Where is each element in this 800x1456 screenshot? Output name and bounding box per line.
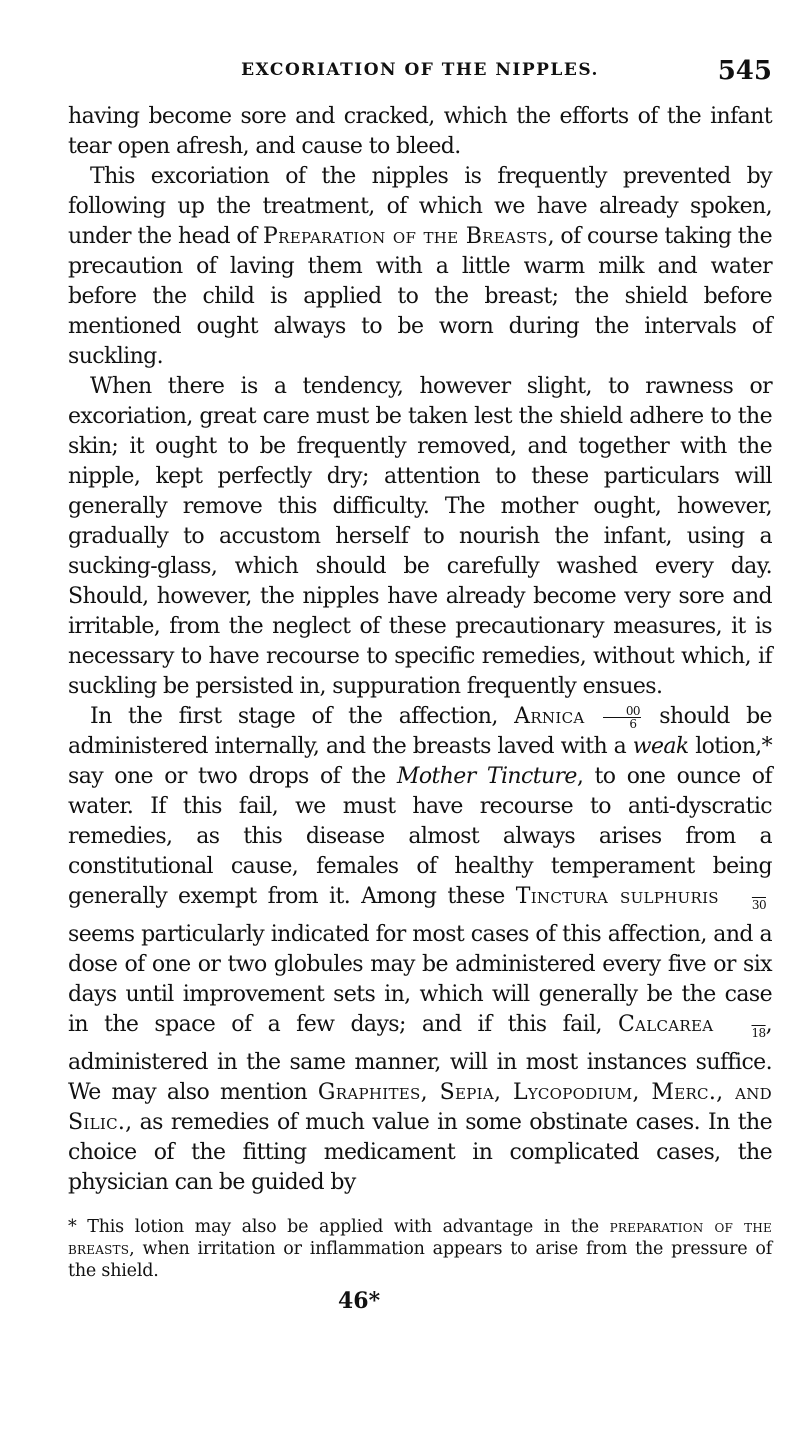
paragraph-2-text: This excoriation of the nipples is frequently prevented by following up the treatment, of which we have already spoken, under the head of [68,164,772,249]
remedy-calcarea: Calcarea [618,1012,714,1037]
paragraph-4-text: seems particularly indicated for most cases of this affection, and a dose of one or two globules may be administered every five or six days until improvement sets in, which will generally be the case in the space of a few days; and if this fail, [68,922,772,1037]
calcarea-dose: 18 [751,1026,766,1040]
page-body [68,102,772,1198]
footnote-text: * This lotion may also be applied with advantage in the [68,1217,610,1237]
arnica-dose [603,705,641,730]
paragraph-4-text: , to one ounce of water. If this fail, we must have recourse to anti-dyscratic remedies, as this disease almost always arises from a constitutional cause, females of healthy temperament being generally exempt from it. Among these [68,764,772,909]
paragraph-1: having become sore and cracked, which the efforts of the infant tear open afresh, and cause to bleed. [68,104,772,159]
paragraph-2 [68,162,772,372]
footnote-text-end: , when irritation or inflammation appears to arise from the pressure of the shield. [68,1239,772,1281]
remedy-tinctura-sulphuris: Tinctura sulphuris [515,884,719,909]
paragraph-4-text: , administered in the same manner, will in most instances suffice. We may also mention [68,1012,772,1105]
paragraph-2-text-end: , of course taking the precaution of laving them with a little warm milk and water before the child is applied to the breast; the shield before mentioned ought always to be worn during the intervals of suckling. [68,224,773,369]
emphasis-weak: weak [632,734,689,759]
signature-mark: 46* [338,1288,381,1314]
page-number: 545 [717,56,772,86]
paragraph-4-text: lotion,* say one or two drops of the [68,734,772,789]
footnote-section-reference: preparation of the breasts [68,1217,772,1259]
remedy-list: Graphites, Sepia, Lycopodium, Merc., and Silic. [68,1080,772,1135]
emphasis-mother-tincture: Mother Tincture [396,764,577,789]
page-header [68,56,772,102]
paragraph-3: When there is a tendency, however slight, to rawness or excoriation, great care must be taken lest the shield adhere to the skin; it ought to be frequently removed, and together with the nipple, kept perfectly dry; attention to these particulars will generally remove this difficulty. The mother ought, however, gradually to accustom herself to nourish the infant, using a sucking-glass, which should be carefully washed every day. Should, however, the nipples have already become very sore and irritable, from the neglect of these precautionary measures, it is necessary to have recourse to specific remedies, without which, if suckling be persisted in, suppuration frequently ensues. [68,374,772,699]
arnica-dose-denominator: 6 [629,716,637,731]
remedy-arnica: Arnica [514,704,585,729]
section-reference: Preparation of the Breasts [263,224,548,249]
running-head: EXCORIATION OF THE NIPPLES. [241,60,599,80]
arnica-dose-numerator: 00 [603,705,641,718]
paragraph-4 [68,702,772,1198]
paragraph-4-text-end: , as remedies of much value in some obstinate cases. In the choice of the fitting medicament in complicated cases, the physician can be guided by [68,1110,772,1195]
paragraph-4-text: In the first stage of the affection, [90,704,515,729]
tinctura-dose: 30 [751,898,766,912]
footnote [68,1216,772,1282]
paragraph-4-text: should be administered internally, and the breasts laved with a [68,704,772,759]
